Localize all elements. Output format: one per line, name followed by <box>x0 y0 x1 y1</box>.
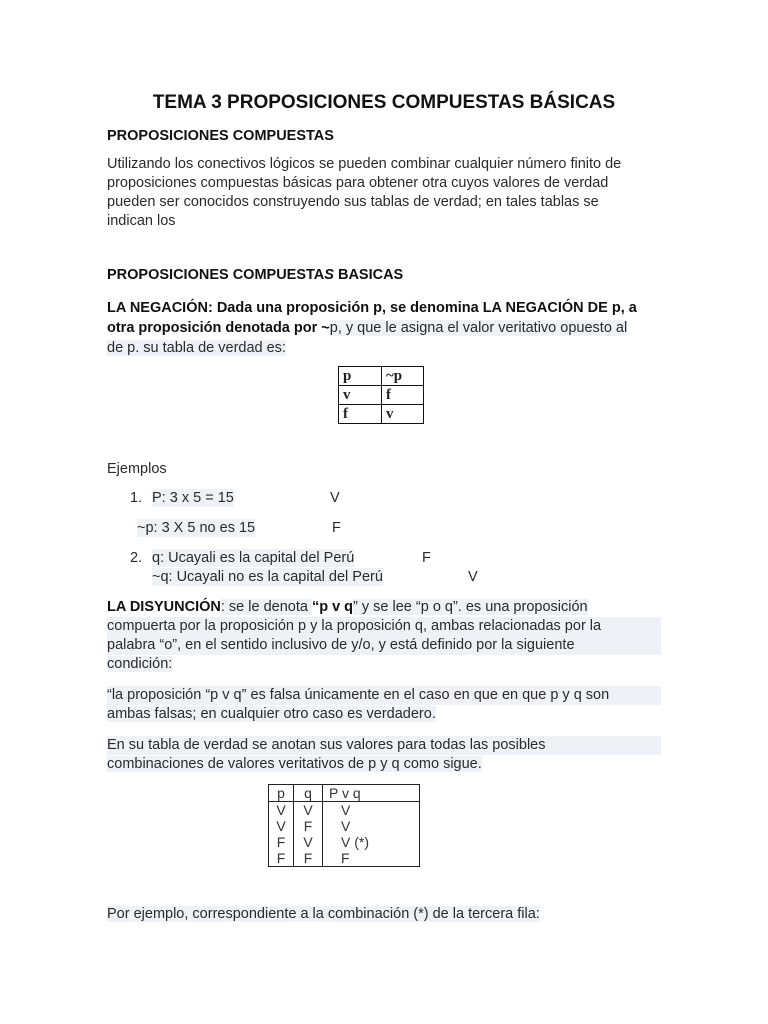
table-cell: v <box>382 405 424 424</box>
disyuncion-line: compuerta por la proposición p y la proposición q, ambas relacionadas por la <box>107 617 661 636</box>
intro-line: indican los <box>107 213 176 229</box>
table-cell: V <box>294 834 323 850</box>
negacion-text: de p. su tabla de verdad es: <box>107 340 286 356</box>
intro-line: proposiciones compuestas básicas para obtener otra cuyos valores de verdad <box>107 175 609 191</box>
example-text: ~p: 3 X 5 no es 15 <box>137 520 256 536</box>
disyuncion-line: palabra “o”, en el sentido inclusivo de y/o, y está definido por la siguiente <box>107 636 661 655</box>
table-header-cell: ~p <box>382 367 424 386</box>
table-cell: F <box>341 850 350 866</box>
table-row <box>269 818 420 834</box>
table-header-row <box>269 785 420 802</box>
example-value: F <box>332 520 341 536</box>
disyuncion-title: LA DISYUNCIÓN <box>107 599 221 615</box>
example-number: 1. <box>130 490 143 506</box>
tabla-intro-line: combinaciones de valores veritativos de p y q como sigue. <box>107 756 482 772</box>
disyuncion-truth-table <box>268 784 420 867</box>
tabla-intro-line: En su tabla de verdad se anotan sus valores para todas las posibles <box>107 736 661 755</box>
negacion-paragraph <box>107 298 661 358</box>
intro-paragraph <box>107 155 661 231</box>
quote-line: ambas falsas; en cualquier otro caso es verdadero. <box>107 706 436 722</box>
table-header-row <box>339 367 424 386</box>
example-number: 2. <box>130 550 143 566</box>
ejemplos-label: Ejemplos <box>107 461 167 477</box>
table-cell: v <box>339 386 382 405</box>
table-cell: V <box>269 818 294 834</box>
section-heading-compuestas: PROPOSICIONES COMPUESTAS <box>107 128 334 144</box>
table-cell: V <box>294 802 323 819</box>
table-row <box>269 850 420 867</box>
negacion-definition-line1: LA NEGACIÓN: Dada una proposición p, se denomina LA NEGACIÓN DE p, a <box>107 300 637 316</box>
table-cell: f <box>339 405 382 424</box>
table-row <box>339 386 424 405</box>
disyuncion-quote <box>107 686 661 724</box>
intro-line: Utilizando los conectivos lógicos se pueden combinar cualquier número finito de <box>107 156 622 172</box>
table-cell: F <box>294 850 323 867</box>
example-text: ~q: Ucayali no es la capital del Perú <box>152 569 383 585</box>
negacion-text: p, y que le asigna el valor veritativo opuesto al <box>329 320 628 336</box>
table-cell: F <box>294 818 323 834</box>
example-item <box>130 549 550 567</box>
disyuncion-notation: “p v q <box>311 599 354 615</box>
example-value: V <box>330 490 340 506</box>
example-item <box>137 519 557 537</box>
table-header-cell: p <box>339 367 382 386</box>
disyuncion-paragraph: LA DISYUNCIÓN: se le denota “p v q” y se lee “p o q”. es una proposición compuerta por la proposición p y la proposición q, ambas relacionadas por la palabra “o”, en el sentido inclusivo de y/o, y está definido por la siguiente condición: <box>107 598 661 674</box>
example-text: q: Ucayali es la capital del Perú <box>152 550 355 566</box>
table-cell: V (*) <box>341 834 369 850</box>
table-row <box>269 802 420 819</box>
negacion-definition-line2: otra proposición denotada por ~ <box>107 320 330 336</box>
intro-line: pueden ser conocidos construyendo sus tablas de verdad; en tales tablas se <box>107 194 599 210</box>
table-cell: V <box>269 802 294 819</box>
example-value: V <box>468 569 478 585</box>
negacion-truth-table <box>338 366 424 424</box>
tabla-intro <box>107 736 661 774</box>
table-cell: F <box>269 850 294 867</box>
table-cell: f <box>382 386 424 405</box>
table-cell: V <box>341 818 351 834</box>
section-heading-basicas: PROPOSICIONES COMPUESTAS BASICAS <box>107 267 404 283</box>
page-title: TEMA 3 PROPOSICIONES COMPUESTAS BÁSICAS <box>152 92 616 113</box>
table-cell: F <box>269 834 294 850</box>
example-value: F <box>422 550 431 566</box>
table-row <box>339 405 424 424</box>
example-text: P: 3 x 5 = 15 <box>152 490 234 506</box>
disyuncion-line: condición: <box>107 656 173 672</box>
table-row <box>269 834 420 850</box>
table-header-cell: p <box>269 785 294 802</box>
quote-line: “la proposición “p v q” es falsa únicamente en el caso en que en que p y q son <box>107 686 661 705</box>
example-item <box>152 568 572 586</box>
table-header-cell: q <box>294 785 323 802</box>
footer-paragraph <box>107 905 661 924</box>
example-item <box>130 489 550 507</box>
table-cell: V <box>341 802 351 818</box>
footer-line: Por ejemplo, correspondiente a la combinación (*) de la tercera fila: <box>107 906 540 922</box>
table-header-cell: P v q <box>323 785 420 802</box>
